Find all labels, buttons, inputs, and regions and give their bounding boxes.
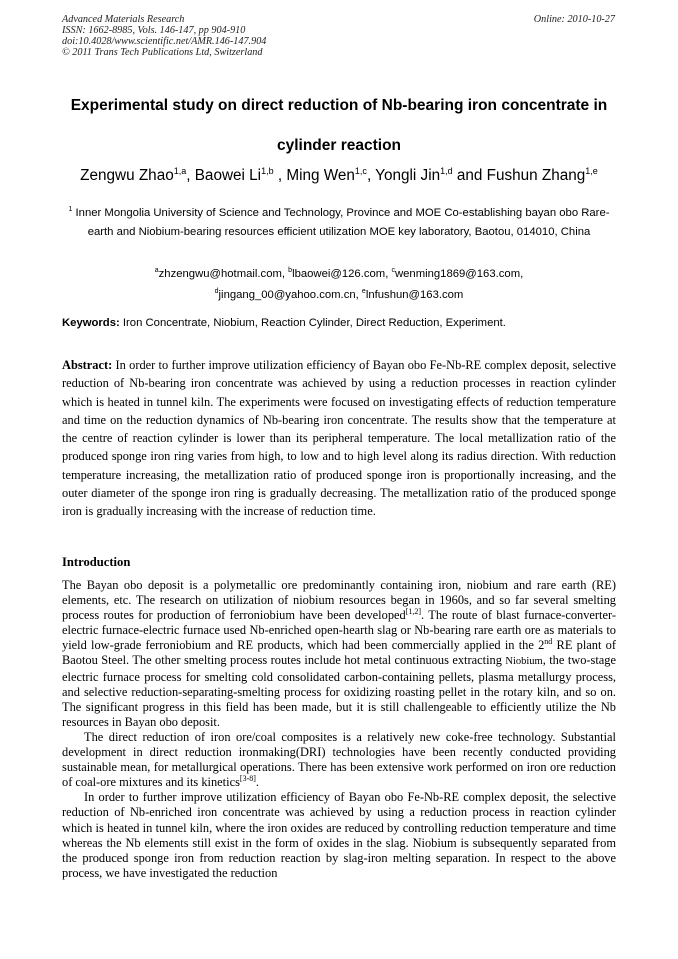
paragraph-text: , the two-stage electric furnace process for smelting cold consolidated carbon-containing pellets, plasma metallurgy process, and selective reduction-separating-smelting process for oxidizing roasting pellet in the rotary kiln, and so on. The significant progress in this field has been made, but it is still challengeable to efficiently utilize the Nb resources in Bayan obo deposit. [62,653,616,729]
journal-header [62,14,422,58]
author-separator: , [366,167,376,185]
author: Fushun Zhang [486,167,586,185]
paragraph-text: The direct reduction of iron ore/coal composites is a relatively new coke-free technology. Substantial development in direct reduction ironmaking(DRI) technologies have been recently conducted providing sustainable mean, for metallurgical operations. There has been extensive work performed on iron ore reduction of coal-ore mixtures and its kinetics [62,729,616,790]
affiliation [62,200,616,242]
email-separator: , [355,288,362,301]
email-mark: b [288,267,293,274]
email-separator: , [385,267,392,280]
email-address[interactable]: lnfushun@163.com [365,288,464,301]
paragraph [62,578,616,730]
email-address[interactable]: jingang_00@yahoo.com.cn [218,288,356,301]
author-affil-mark: 1,d [440,166,453,176]
citation[interactable]: [1,2] [405,607,422,617]
author-affil-mark: 1,b [261,166,274,176]
introduction-body [62,578,616,881]
abstract-text: In order to further improve utilization efficiency of Bayan obo Fe-Nb-RE complex deposit, selective reduction of Nb-bearing iron concentrate was achieved by using a reduction processes in reaction cylinder which is heated in tunnel kiln. The experiments were focused on investigating effects of reduction temperature and time on the reduction dynamics of Nb-bearing iron concentrate. The results show that the temperature at the centre of reaction cylinder is lower than its peripheral temperature. The local metallization ratio of the produced sponge iron ring varies from high, to low and to high level along its radius direction. With reduction temperature increasing, the metallization ratio of produced sponge iron is proportionally increasing, and the outer diameter of the sponge iron ring is gradually decreasing. The metallization ratio of the produced sponge iron is gradually increasing with the increase of reduction time. [62,358,616,519]
author-list [30,166,648,185]
email-mark: d [214,287,219,295]
paragraph-text: . The route of blast furnace-converter-electric furnace-electric furnace used Nb-enriched open-hearth slag or Nb-bearing rare earth ore as materials to yield low-grade ferroniobium and RE products, which had been commercially applied in the 2 [62,608,617,653]
email-mark: e [361,287,366,295]
keywords-text: Iron Concentrate, Niobium, Reaction Cylinder, Direct Reduction, Experiment. [119,317,506,329]
email-address[interactable]: lbaowei@126.com [292,267,386,280]
author-affil-mark: 1,c [354,166,367,176]
section-heading-introduction: Introduction [62,555,131,569]
copyright-line: © 2011 Trans Tech Publications Ltd, Switzerland [62,47,263,58]
paragraph-text: The Bayan obo deposit is a polymetallic ore predominantly containing iron, niobium and rare earth (RE) elements, etc. The research on utilization of niobium resources began in 1960s, and so far several smelting process routes for production of ferroniobium have been developed [62,578,616,623]
email-separator: , [520,267,524,280]
journal-name: Advanced Materials Research [62,14,185,25]
issn-line: ISSN: 1662-8985, Vols. 146-147, pp 904-910 [62,25,246,36]
author-affil-mark: 1,e [585,166,598,176]
author-separator: , [273,167,287,185]
paragraph [62,730,616,790]
author: Baowei Li [194,167,262,185]
email-separator: , [281,267,289,280]
keywords [62,317,616,329]
abstract [62,356,616,521]
email-mark: a [154,267,159,274]
affiliation-mark: 1 [68,206,73,213]
ordinal-suffix: nd [544,637,553,647]
abstract-label: Abstract: [62,358,113,372]
email-address[interactable]: wenming1869@163.com [394,267,521,280]
author: Ming Wen [286,167,355,185]
paragraph-text: . [255,775,260,790]
citation[interactable]: [3-8] [239,774,256,784]
email-list [62,262,616,304]
doi-line: doi:10.4028/www.scientific.net/AMR.146-147.904 [62,36,267,47]
author-affil-mark: 1,a [173,166,187,176]
author-separator: , [186,167,195,185]
paragraph: In order to further improve utilization efficiency of Bayan obo Fe-Nb-RE complex deposit, the selective reduction of Nb-enriched iron concentrate was achieved by using a reduction process in reaction cylinder which is heated in tunnel kiln, where the iron oxides are reduced by controlling reduction temperature and time whereas the Nb elements still exist in the form of oxides in the slag. Niobium is subsequently separated from the produced sponge iron from reduction reaction by slag-iron melting separation. In respect to the above process, we have investigated the reduction [62,790,616,880]
email-address[interactable]: zhzengwu@hotmail.com [158,267,282,280]
author-separator: and [452,167,487,185]
email-mark: c [391,267,395,274]
author: Yongli Jin [375,167,441,185]
paper-title: Experimental study on direct reduction of Nb-bearing iron concentrate in cylinder reaction [70,97,608,154]
online-date: Online: 2010-10-27 [533,14,615,25]
author: Zengwu Zhao [80,167,174,185]
keywords-label: Keywords: [62,317,120,329]
affiliation-text: Inner Mongolia University of Science and Technology, Province and MOE Co-establishing bayan obo Rare-earth and Niobium-bearing resources efficient utilization MOE key laboratory, Baotou, 014010, China [72,206,610,238]
inline-term: Niobium [505,656,543,668]
paragraph-text: RE plant of Baotou Steel. The other smelting process routes include hot metal continuous extracting [62,638,616,668]
